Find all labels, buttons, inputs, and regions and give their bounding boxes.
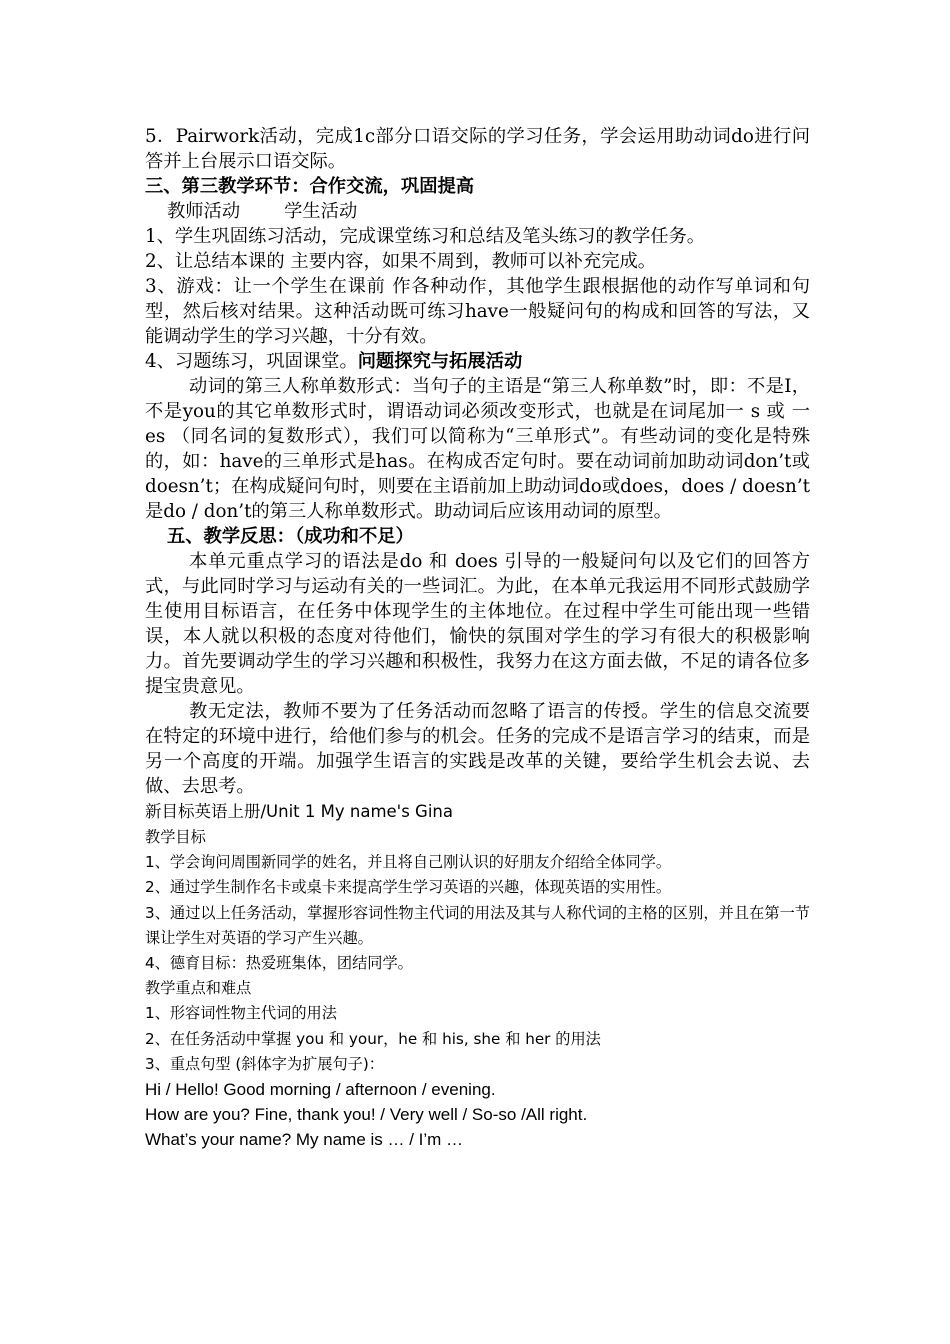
key-point-2: 2、在任务活动中掌握 you 和 your，he 和 his, she 和 her 的用法: [145, 1029, 601, 1048]
section3-item1: 1、学生巩固练习活动，完成课堂练习和总结及笔头练习的教学任务。: [145, 226, 706, 247]
section5-heading: 五、教学反思：（成功和不足）: [167, 526, 414, 547]
section3-heading: 三、第三教学环节：合作交流，巩固提高: [145, 176, 475, 197]
pairwork-item: 5．Pairwork活动，完成1c部分口语交际的学习任务，学会运用助动词do进行问答并上台展示口语交际。: [145, 126, 810, 172]
document-body: [145, 124, 810, 1152]
third-person-paragraph: 动词的第三人称单数形式：当句子的主语是“第三人称单数”时，即：不是I，不是you的其它单数形式时，谓语动词必须改变形式，也就是在词尾加一 s 或 一es （同名词的复数形式），我们可以简称为“三单形式”。有些动词的变化是特殊的，如：have的三单形式是has。在构成否定句时。要在动词前加助动词don’t或doesn’t；在构成疑问句时，则要在主语前加上助动词do或does，does / doesn’t是do / don’t的第三人称单数形式。助动词后应该用动词的原型。: [145, 376, 810, 522]
reflection-paragraph-1: 本单元重点学习的语法是do 和 does 引导的一般疑问句以及它们的回答方式，与此同时学习与运动有关的一些词汇。为此，在本单元我运用不同形式鼓励学生使用目标语言，在任务中体现学生的主体地位。在过程中学生可能出现一些错误，本人就以积极的态度对待他们，愉快的氛围对学生的学习有很大的积极影响力。首先要调动学生的学习兴趣和积极性，我努力在这方面去做，不足的请各位多提宝贵意见。: [145, 551, 810, 697]
goal-2: 2、通过学生制作名卡或桌卡来提高学生学习英语的兴趣，体现英语的实用性。: [145, 878, 672, 897]
teacher-activity-label: 教师活动: [167, 201, 241, 222]
goal-3: 3、通过以上任务活动，掌握形容词性物主代词的用法及其与人称代词的主格的区别，并且在第一节课让学生对英语的学习产生兴趣。: [145, 903, 810, 947]
explore-heading: 问题探究与拓展活动: [357, 351, 523, 372]
goal-4: 4、德育目标：热爱班集体，团结同学。: [145, 954, 413, 973]
activity-columns: [145, 199, 810, 224]
reflection-paragraph-2: 教无定法，教师不要为了任务活动而忽略了语言的传授。学生的信息交流要在特定的环境中进行，给他们参与的机会。任务的完成不是语言学习的结束，而是另一个高度的开端。加强学生语言的实践是改革的关键，要给学生机会去说、去做、去思考。: [145, 701, 810, 797]
key-points-heading: 教学重点和难点: [145, 979, 252, 998]
sentence-pattern-2: How are you? Fine, thank you! / Very well / So-so /All right.: [145, 1105, 588, 1125]
student-activity-label: 学生活动: [284, 201, 358, 222]
key-point-1: 1、形容词性物主代词的用法: [145, 1004, 337, 1023]
section3-item2: 2、让总结本课的 主要内容，如果不周到，教师可以补充完成。: [145, 251, 657, 272]
goal-1: 1、学会询问周围新同学的姓名，并且将自己刚认识的好朋友介绍给全体同学。: [145, 853, 672, 872]
section3-item4: [145, 349, 810, 374]
sentence-pattern-1: Hi / Hello! Good morning / afternoon / evening.: [145, 1080, 496, 1100]
goals-heading: 教学目标: [145, 828, 206, 846]
unit1-title: 新目标英语上册/Unit 1 My name's Gina: [145, 802, 453, 821]
key-point-3: 3、重点句型 (斜体字为扩展句子)：: [145, 1054, 384, 1073]
item4-text: 4、习题练习，巩固课堂。: [145, 351, 358, 372]
section3-item3: 3、游戏：让一个学生在课前 作各种动作，其他学生跟根据他的动作写单词和句型，然后核对结果。这种活动既可练习have一般疑问句的构成和回答的写法，又能调动学生的学习兴趣，十分有效。: [145, 276, 810, 347]
sentence-pattern-3: What’s your name? My name is … / I’m …: [145, 1130, 464, 1150]
